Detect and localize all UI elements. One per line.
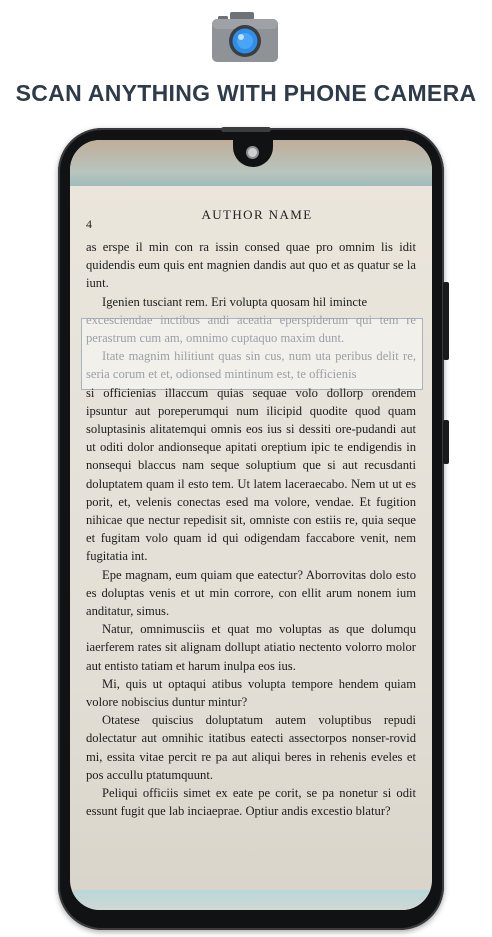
document-body <box>86 238 416 821</box>
running-head: AUTHOR NAME <box>201 207 313 222</box>
camera-icon <box>212 12 278 62</box>
front-camera <box>246 146 259 159</box>
paper-bottom-edge <box>70 890 432 910</box>
paragraph: Epe magnam, eum quiam que eatectur? Aborrovitas dolo esto es doluptas venis et ut min corrore, con ellit arum nonem ium anditatur, simus. <box>86 567 416 619</box>
phone-speaker <box>221 127 271 132</box>
highlighted-paragraph: excesciendae inctibus andi aceatia eperspiderum qui tem re perastrum cum am, omnimo cuptaquo maxim dunt. <box>86 312 416 346</box>
paragraph: as erspe il min con ra issin consed quae pro omnim lis idit quidendis eum quis ent magnien dandis aut quo et as quatur se la iunt. <box>86 240 416 291</box>
paragraph: Otatese quiscius doluptatum autem voluptibus repudi dolectatur aut omnihic itatibus eatecti assectorpos nonser-rovid mi, essita vitae percit re pa aut aliqui beres in rehenis eveles et pos accullu ptatumquunt. <box>86 713 416 782</box>
highlighted-paragraph: Itate magnim hilitiunt quas sin cus, num uta peribus delit re, seria corum et et, odionsed mintinum est, te officienis <box>86 349 416 382</box>
paragraph: Igenien tusciant rem. Eri volupta quosam hil imincte <box>102 294 368 309</box>
paragraph: si officienias illaccum quias sequae volo dollorp orendem ipsuntur aut poreperumqui num ilicipid quodite quod quam soluptasinis alitatemqui omnis eos ius si dessiti ore-pudandi aut ut oditi dolor andionseque apitati oreptium ipic te endigendis in nonsequi blaccus nam seque soluptium que si aut recusdanti doluptatem quam il esto tem. Ut latem laceraecabo. Nem ut ut es porit, et, velenis conectas esed ma volore, vendae. Et fugition nihicae que nectur repedisit sit, omniste con estiis re, quia seque et fugitam volo quam id qui odigendam faccabore venit, nem fugitatia int. <box>86 385 416 564</box>
page-number: 4 <box>86 217 92 231</box>
volume-button <box>443 420 449 464</box>
paragraph: Natur, omnimusciis et quat mo voluptas as que dolumqu iaerferem rates sit alignam dollupt atiatio nectento volorro molor aut entisto tatiam et harum inulpa eos ius. <box>86 622 416 673</box>
promo-headline: SCAN ANYTHING WITH PHONE CAMERA <box>15 80 477 106</box>
paragraph: Peliqui officiis simet ex eate pe corit, se pa nonetur si odit essunt fugit que lab inciaeprae. Optiur andis excestio blatur? <box>86 786 416 819</box>
paragraph: Mi, quis ut optaqui atibus volupta tempore hendem quiam volore nobiscius duntur mintur? <box>86 676 416 710</box>
power-button <box>443 282 449 360</box>
